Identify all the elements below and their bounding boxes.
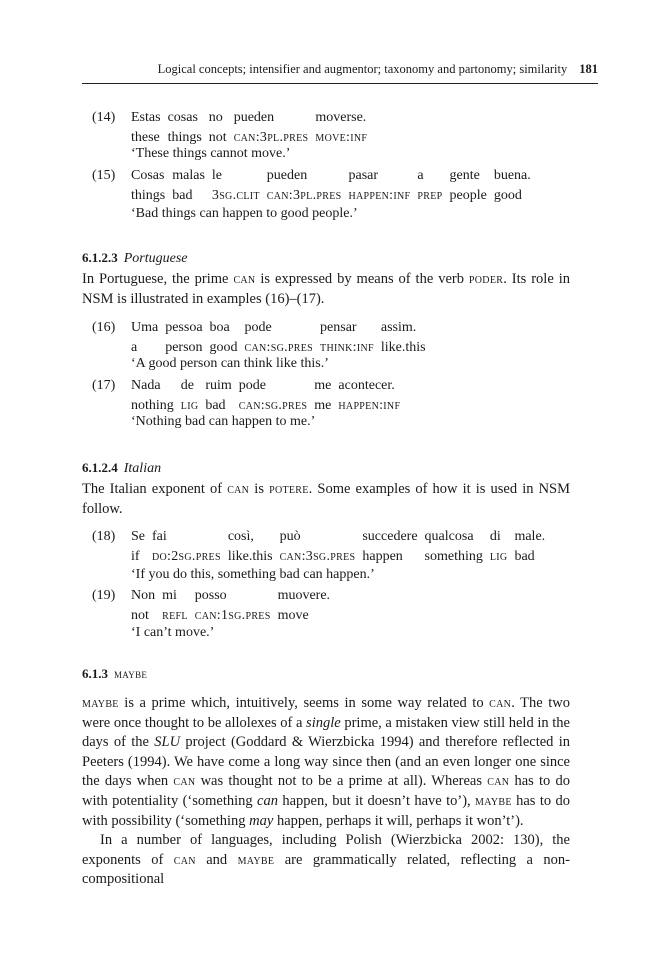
gloss-word: like.this — [380, 340, 426, 355]
gloss-word: good — [209, 340, 238, 355]
source-word: boa — [209, 320, 230, 335]
gloss-word: happen:inf — [348, 188, 411, 203]
example-number: (15) — [92, 168, 116, 183]
running-title: Logical concepts; intensifier and augmentor; taxonomy and partonomy; similarity — [157, 62, 568, 76]
gloss-word: do:2sg.pres — [152, 549, 221, 564]
small-caps-term: maybe — [82, 695, 119, 711]
text-run: prime, a mistaken view still held in the days of the — [82, 714, 570, 751]
small-caps-term: can — [173, 773, 196, 790]
text-run: are grammatically related, reflecting a non-compositional — [82, 851, 571, 888]
source-word: può — [279, 529, 301, 544]
text-run: . Some examples of how it is used in NSM follow. — [82, 481, 571, 517]
source-word: pensar — [320, 320, 357, 335]
gloss-word: these — [131, 130, 160, 145]
source-word: de — [180, 378, 194, 393]
gloss-word: happen:inf — [338, 398, 401, 413]
section-title: Portuguese — [123, 251, 188, 266]
source-word: mi — [162, 588, 177, 603]
gloss-word: prep — [417, 188, 443, 203]
small-caps-term: can — [233, 271, 256, 287]
italic-term: single — [306, 714, 341, 731]
paragraph-italian — [82, 480, 570, 519]
gloss-word: move:inf — [315, 130, 368, 145]
small-caps-term: can — [227, 481, 250, 497]
source-word: pode — [244, 320, 272, 335]
header-rule — [82, 83, 598, 84]
section-heading-italian — [82, 460, 161, 477]
source-word: di — [489, 529, 501, 544]
source-word: qualcosa — [424, 529, 474, 544]
source-word: ruim — [205, 378, 232, 393]
small-caps-term: maybe — [237, 851, 275, 868]
gloss-word: bad — [205, 398, 226, 413]
paragraph — [82, 831, 570, 890]
gloss-word: bad — [514, 549, 535, 564]
italic-term: can — [257, 792, 278, 809]
gloss-word: can:sg.pres — [238, 398, 308, 413]
source-word: pasar — [348, 168, 379, 183]
paragraph-maybe — [82, 694, 570, 890]
source-word: pueden — [266, 168, 308, 183]
text-run: was thought not to be a prime at all). Whereas — [195, 773, 488, 790]
free-translation: ‘I can’t move.’ — [131, 625, 215, 640]
text-run: In Portuguese, the prime — [82, 271, 234, 287]
source-word: acontecer. — [338, 378, 395, 393]
text-run: . Its role in NSM is illustrated in examples (16)–(17). — [82, 271, 570, 307]
text-run: has to do with potentiality (‘something — [82, 773, 571, 809]
section-title: Italian — [123, 461, 162, 476]
gloss-word: not — [131, 608, 149, 623]
source-word: malas — [172, 168, 205, 183]
source-word: Non — [131, 588, 156, 603]
free-translation: ‘If you do this, something bad can happen.’ — [131, 567, 375, 582]
source-word: così, — [227, 529, 254, 544]
interlinear-gloss — [131, 527, 545, 567]
source-word: posso — [194, 588, 227, 603]
gloss-word: lig — [489, 549, 508, 564]
gloss-word: good — [493, 188, 522, 203]
source-word: gente — [449, 168, 480, 183]
gloss-word: can:3pl.pres — [233, 130, 309, 145]
gloss-word: things — [131, 188, 166, 203]
gloss-word: not — [208, 130, 227, 145]
gloss-word: lig — [180, 398, 199, 413]
gloss-word: can:3sg.pres — [279, 549, 356, 564]
text-run: happen, perhaps it will, perhaps it won’t’). — [273, 812, 524, 829]
gloss-word: can:3pl.pres — [266, 188, 342, 203]
gloss-word: can:1sg.pres — [194, 608, 271, 623]
source-word: Uma — [131, 320, 159, 335]
gloss-word: can:sg.pres — [244, 340, 314, 355]
small-caps-term: can — [173, 851, 196, 868]
source-word: pode — [238, 378, 267, 393]
interlinear-gloss — [131, 166, 531, 206]
text-run: has to do with possibility (‘something — [82, 792, 570, 829]
source-word: Se — [131, 529, 145, 544]
gloss-word: happen — [362, 549, 403, 564]
source-word: Nada — [131, 378, 161, 393]
section-heading-portuguese — [82, 250, 188, 267]
text-run: is expressed by means of the verb — [255, 271, 469, 287]
gloss-word: think:inf — [320, 340, 374, 355]
free-translation: ‘A good person can think like this.’ — [131, 356, 329, 371]
source-word: pessoa — [165, 320, 203, 335]
paragraph-portuguese — [82, 270, 570, 309]
italic-term: may — [249, 812, 274, 829]
section-heading-maybe — [82, 666, 147, 682]
small-caps-term: maybe — [475, 792, 512, 809]
small-caps-term: can — [487, 773, 510, 790]
interlinear-gloss — [131, 108, 367, 148]
gloss-word: bad — [172, 188, 193, 203]
example-number: (17) — [92, 378, 116, 393]
source-word: Cosas — [131, 168, 165, 183]
source-word: fai — [152, 529, 167, 544]
text-run: happen, but it doesn’t have to’), — [277, 792, 476, 809]
text-run: The Italian exponent of — [82, 481, 228, 497]
small-caps-term: can — [489, 695, 512, 711]
section-number: 6.1.2.3 — [82, 250, 118, 265]
gloss-word: refl — [162, 608, 188, 623]
source-word: muovere. — [277, 588, 331, 603]
gloss-word: something — [424, 549, 483, 564]
example-number: (18) — [92, 529, 116, 544]
example-number: (16) — [92, 320, 116, 335]
gloss-word: move — [277, 608, 309, 623]
gloss-word: people — [449, 188, 487, 203]
small-caps-term: poder — [468, 271, 504, 287]
gloss-word: things — [167, 130, 202, 145]
interlinear-gloss — [131, 318, 426, 358]
source-word: cosas — [167, 110, 198, 125]
section-title: maybe — [114, 666, 148, 681]
free-translation: ‘Nothing bad can happen to me.’ — [131, 414, 316, 429]
gloss-word: person — [165, 340, 203, 355]
text-run: and — [195, 851, 238, 868]
running-head — [82, 62, 598, 77]
italic-term: SLU — [154, 734, 181, 751]
free-translation: ‘These things cannot move.’ — [131, 146, 291, 161]
gloss-word: nothing — [131, 398, 174, 413]
page-number: 181 — [579, 62, 598, 76]
source-word: moverse. — [315, 110, 367, 125]
source-word: succedere — [362, 529, 418, 544]
source-word: a — [417, 168, 424, 183]
free-translation: ‘Bad things can happen to good people.’ — [131, 206, 358, 221]
source-word: buena. — [493, 168, 531, 183]
gloss-word: if — [131, 549, 140, 564]
paragraph — [82, 694, 570, 831]
source-word: no — [208, 110, 223, 125]
example-number: (14) — [92, 110, 116, 125]
source-word: male. — [514, 529, 546, 544]
source-word: Estas — [131, 110, 161, 125]
gloss-word: 3sg.clit — [211, 188, 260, 203]
gloss-word: me — [314, 398, 332, 413]
example-number: (19) — [92, 588, 116, 603]
text-run: In a number of languages, including Polish (Wierzbicka 2002: 130), the exponents of — [82, 832, 570, 868]
source-word: le — [211, 168, 222, 183]
small-caps-term: potere — [269, 481, 309, 497]
source-word: assim. — [380, 320, 417, 335]
interlinear-gloss — [131, 586, 330, 626]
source-word: pueden — [233, 110, 275, 125]
section-number: 6.1.3 — [82, 666, 108, 681]
gloss-word: a — [131, 340, 138, 355]
text-run: is a prime which, intuitively, seems in some way related to — [118, 695, 490, 711]
interlinear-gloss — [131, 376, 400, 416]
gloss-word: like.this — [227, 549, 273, 564]
text-run: project (Goddard & Wierzbicka 1994) and therefore reflected in Peeters (1994). We have come a long way since then (and an even longer one since the days when — [82, 734, 570, 790]
source-word: me — [314, 378, 332, 393]
section-number: 6.1.2.4 — [82, 460, 118, 475]
text-run: . The two were once thought to be allolexes of a — [82, 695, 571, 731]
text-run: is — [249, 481, 270, 497]
